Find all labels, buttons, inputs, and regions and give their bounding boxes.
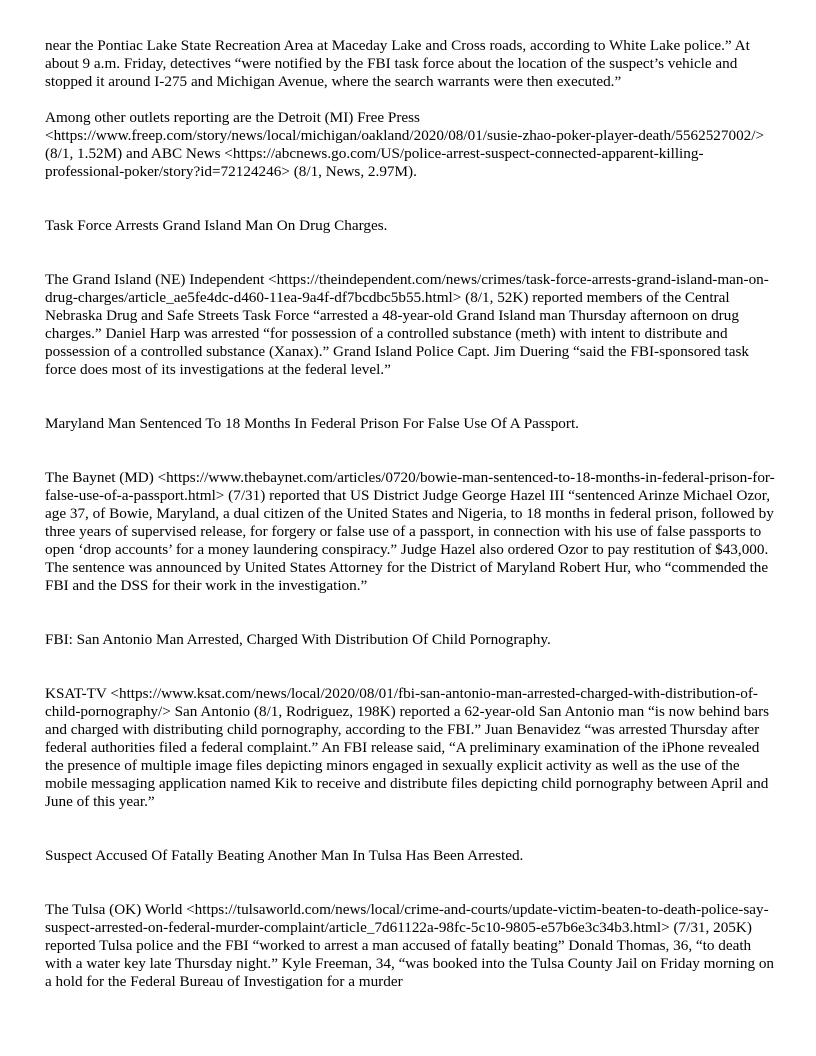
section-spacer <box>45 181 775 217</box>
section-spacer <box>45 811 775 847</box>
other-outlets-paragraph: Among other outlets reporting are the Detroit (MI) Free Press <https://www.freep.com/story/news/local/michigan/oakland/2020/08/01/susie-zhao-poker-player-death/5562527002/> (8/1, 1.52M) and ABC News <https://abcnews.go.com/US/police-arrest-suspect-connected-apparent-killing-professional-poker/story?id=72124246> (8/1, News, 2.97M). <box>45 109 765 180</box>
headline-grand-island: Task Force Arrests Grand Island Man On Drug Charges. <box>45 217 388 234</box>
paragraph-spacer <box>45 91 775 109</box>
article-continuation-paragraph: near the Pontiac Lake State Recreation Area at Maceday Lake and Cross roads, according to White Lake police.” At about 9 a.m. Friday, detectives “were notified by the FBI task force about the location of the suspect’s vehicle and stopped it around I-275 and Michigan Avenue, where the search warrants were then executed.” <box>45 37 750 90</box>
section-spacer <box>45 235 775 271</box>
section-spacer <box>45 865 775 901</box>
headline-tulsa: Suspect Accused Of Fatally Beating Another Man In Tulsa Has Been Arrested. <box>45 847 524 864</box>
article-san-antonio: KSAT-TV <https://www.ksat.com/news/local/2020/08/01/fbi-san-antonio-man-arrested-charged-with-distribution-of-child-pornography/> San Antonio (8/1, Rodriguez, 198K) reported a 62-year-old San Antonio man “is now behind bars and charged with distributing child pornography, according to the FBI.” Juan Benavidez “was arrested Thursday after federal authorities filed a federal complaint.” An FBI release said, “A preliminary examination of the iPhone revealed the presence of multiple image files depicting minors engaged in sexually explicit activity as well as the use of the mobile messaging application named Kik to receive and distribute files depicting child pornography between April and June of this year.” <box>45 685 770 810</box>
article-tulsa: The Tulsa (OK) World <https://tulsaworld.com/news/local/crime-and-courts/update-victim-beaten-to-death-police-say-suspect-arrested-on-federal-murder-complaint/article_7d61122a-98fc-5c10-9805-e57b6e3c34b3.html> (7/31, 205K) reported Tulsa police and the FBI “worked to arrest a man accused of fatally beating” Donald Thomas, 36, “to death with a water key late Thursday night.” Kyle Freeman, 34, “was booked into the Tulsa County Jail on Friday morning on a hold for the Federal Bureau of Investigation for a murder <box>45 901 775 990</box>
section-spacer <box>45 595 775 631</box>
headline-san-antonio: FBI: San Antonio Man Arrested, Charged With Distribution Of Child Pornography. <box>45 631 551 648</box>
section-spacer <box>45 649 775 685</box>
section-spacer <box>45 379 775 415</box>
section-spacer <box>45 433 775 469</box>
article-grand-island: The Grand Island (NE) Independent <https://theindependent.com/news/crimes/task-force-arrests-grand-island-man-on-drug-charges/article_ae5fe4dc-d460-11ea-9a4f-df7bcdbc5b55.html> (8/1, 52K) reported members of the Central Nebraska Drug and Safe Streets Task Force “arrested a 48-year-old Grand Island man Thursday afternoon on drug charges.” Daniel Harp was arrested “for possession of a controlled substance (meth) with intent to distribute and possession of a controlled substance (Xanax).” Grand Island Police Capt. Jim Duering “said the FBI-sponsored task force does most of its investigations at the federal level.” <box>45 271 769 378</box>
document-page <box>45 37 775 991</box>
article-maryland-passport: The Baynet (MD) <https://www.thebaynet.com/articles/0720/bowie-man-sentenced-to-18-months-in-federal-prison-for-false-use-of-a-passport.html> (7/31) reported that US District Judge George Hazel III “sentenced Arinze Michael Ozor, age 37, of Bowie, Maryland, a dual citizen of the United States and Nigeria, to 18 months in federal prison, followed by three years of supervised release, for forgery or false use of a passport, in connection with his use of false passports to open ‘drop accounts’ for a money laundering conspiracy.” Judge Hazel also ordered Ozor to pay restitution of $43,000. The sentence was announced by United States Attorney for the District of Maryland Robert Hur, who “commended the FBI and the DSS for their work in the investigation.” <box>45 469 775 594</box>
headline-maryland-passport: Maryland Man Sentenced To 18 Months In Federal Prison For False Use Of A Passport. <box>45 415 579 432</box>
